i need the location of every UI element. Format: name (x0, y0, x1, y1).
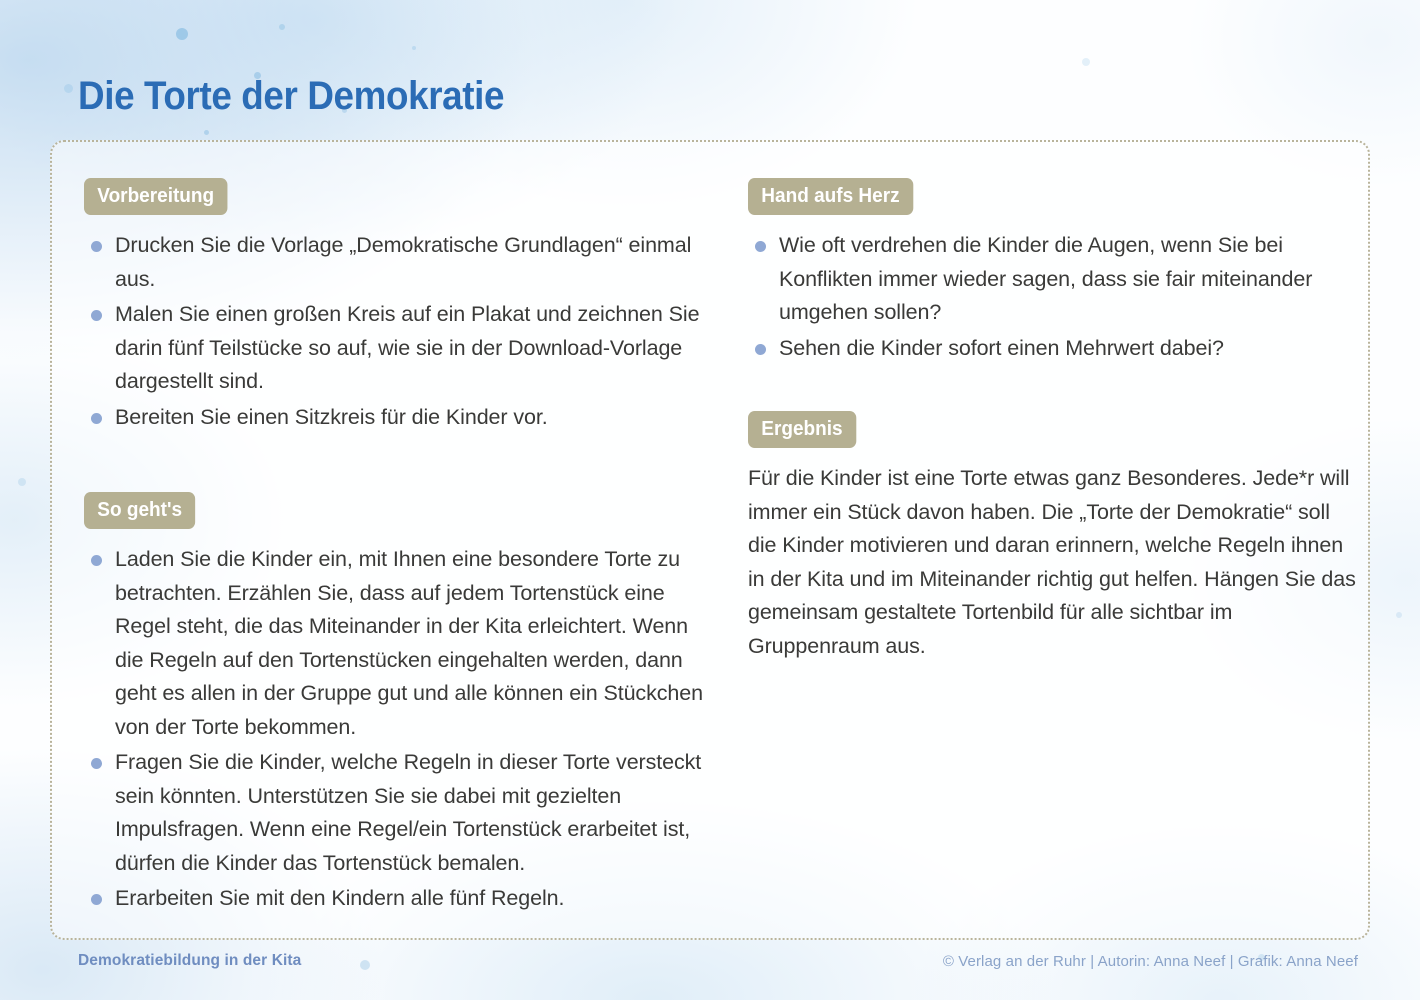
content-panel (50, 140, 1370, 940)
two-column-layout (52, 142, 1368, 938)
splatter-dot (360, 960, 370, 970)
splatter-dot (1396, 612, 1402, 618)
footer-copyright: © Verlag an der Ruhr | Autorin: Anna Neef | Grafik: Anna Neef (942, 953, 1358, 970)
section-spacer (84, 436, 710, 492)
list-item: Drucken Sie die Vorlage „Demokratische Grundlagen“ einmal aus. (84, 229, 710, 296)
list-item: Wie oft verdrehen die Kinder die Augen, wenn Sie bei Konflikten immer wieder sagen, dass sie fair miteinander umgehen sollen? (748, 229, 1358, 330)
section-hand-aufs-herz (748, 178, 1358, 365)
hand-aufs-herz-list (748, 229, 1358, 365)
splatter-dot (18, 478, 26, 486)
list-item: Bereiten Sie einen Sitzkreis für die Kinder vor. (84, 401, 710, 435)
list-item: Erarbeiten Sie mit den Kindern alle fünf Regeln. (84, 882, 710, 916)
splatter-dot (279, 24, 285, 30)
section-heading-so-gehts: So geht's (84, 492, 195, 529)
ergebnis-text: Für die Kinder ist eine Torte etwas ganz Besonderes. Jede*r will immer ein Stück davon haben. Die „Torte der Demokratie“ soll die Kinder motivieren und daran erinnern, welche Regeln ihnen in der Kita und im Miteinander richtig gut helfen. Hängen Sie das gemeinsam gestaltete Tortenbild für alle sichtbar im Gruppenraum aus. (747, 466, 1356, 658)
section-heading-ergebnis: Ergebnis (748, 411, 856, 448)
footer-series-label: Demokratiebildung in der Kita (78, 952, 302, 969)
vorbereitung-list (84, 229, 710, 434)
list-item: Malen Sie einen großen Kreis auf ein Plakat und zeichnen Sie darin fünf Teilstücke so auf, wie sie in der Download-Vorlage dargestellt sind. (84, 298, 710, 399)
splatter-dot (176, 28, 188, 40)
section-spacer (748, 367, 1358, 411)
section-heading-vorbereitung: Vorbereitung (84, 178, 227, 215)
section-heading-hand-aufs-herz: Hand aufs Herz (748, 178, 913, 215)
page-title: Die Torte der Demokratie (78, 74, 505, 118)
list-item: Fragen Sie die Kinder, welche Regeln in dieser Torte versteckt sein könnten. Unterstützen Sie sie dabei mit gezielten Impulsfragen. Wenn eine Regel/ein Tortenstück erarbeitet ist, dürfen die Kinder das Tortenstück bemalen. (84, 746, 710, 880)
list-item: Sehen die Kinder sofort einen Mehrwert dabei? (748, 332, 1358, 366)
splatter-dot (412, 46, 416, 50)
splatter-dot (64, 84, 73, 93)
right-column (720, 142, 1368, 938)
left-column (52, 142, 720, 938)
list-item: Laden Sie die Kinder ein, mit Ihnen eine besondere Torte zu betrachten. Erzählen Sie, dass auf jedem Tortenstück eine Regel steht, die das Miteinander in der Kita erleichtert. Wenn die Regeln auf den Tortenstücken eingehalten werden, dann geht es allen in der Gruppe gut und alle können ein Stückchen von der Torte bekommen. (84, 543, 710, 744)
splatter-dot (204, 130, 209, 135)
so-gehts-list (84, 543, 710, 916)
section-ergebnis (748, 411, 1358, 663)
section-so-gehts (84, 492, 710, 916)
section-vorbereitung (84, 178, 710, 434)
splatter-dot (1082, 58, 1090, 66)
